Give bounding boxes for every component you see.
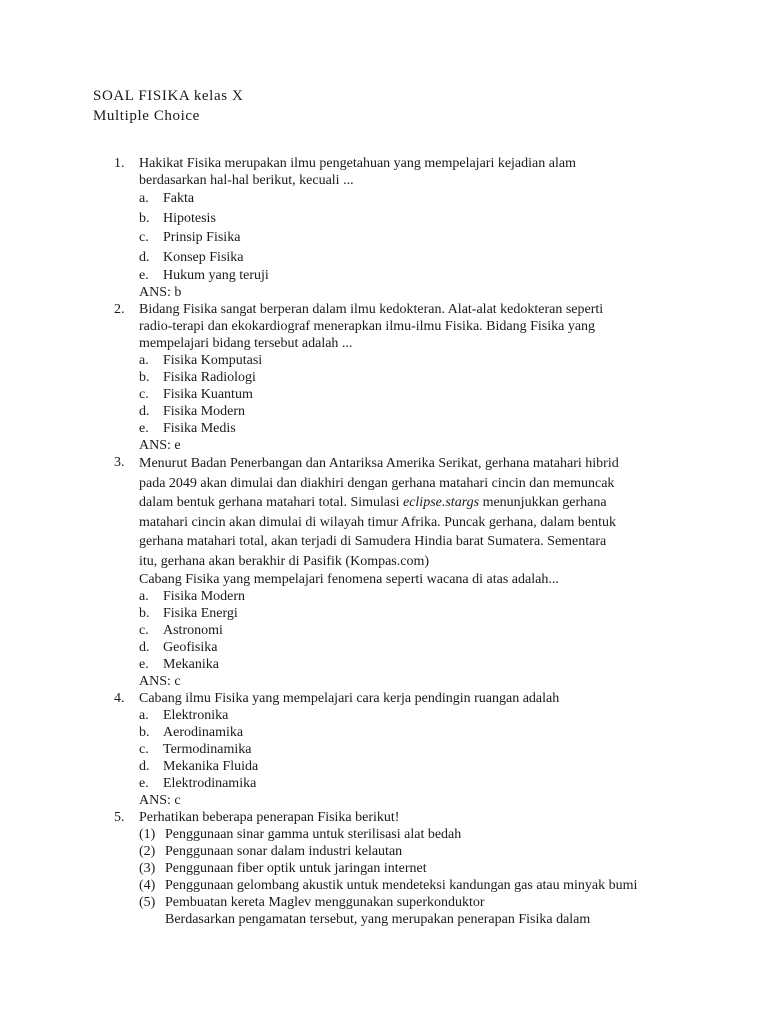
option-d: d. Geofisika (139, 640, 218, 655)
option-b: b. Hipotesis (139, 210, 216, 226)
italic-term: eclipse.stargs (402, 495, 480, 510)
stem-line: Menurut Badan Penerbangan dan Antariksa Amerika Serikat, gerhana matahari hibrid (139, 456, 619, 471)
question-prompt: Cabang Fisika yang mempelajari fenomena seperti wacana di atas adalah... (139, 572, 559, 587)
option-list (139, 189, 674, 267)
question-2 (114, 301, 674, 454)
option-c: c. Astronomi (139, 623, 223, 638)
statement-1: (1) Penggunaan sinar gamma untuk sterilisasi alat bedah (139, 827, 462, 842)
document-header (93, 86, 243, 126)
statement-3: (3) Penggunaan fiber optik untuk jaringan internet (139, 861, 427, 876)
option-c: c. Termodinamika (139, 742, 252, 757)
document-subtitle: Multiple Choice (93, 108, 200, 124)
stem-line: Bidang Fisika sangat berperan dalam ilmu kedokteran. Alat-alat kedokteran seperti (139, 302, 604, 317)
question-4 (114, 690, 674, 809)
option-d: d. Konsep Fisika (139, 249, 244, 265)
document-title: SOAL FISIKA kelas X (93, 88, 244, 104)
statement-2: (2) Penggunaan sonar dalam industri kelautan (139, 844, 403, 859)
option-b: b. Aerodinamika (139, 725, 244, 740)
option-b: b. Fisika Energi (139, 606, 238, 621)
option-a: a. Fisika Modern (139, 589, 246, 604)
stem-line: radio-terapi dan ekokardiograf menerapkan ilmu-ilmu Fisika. Bidang Fisika yang (139, 319, 596, 334)
option-e: e. Hukum yang teruji (139, 268, 269, 283)
question-stem (139, 454, 674, 571)
answer-key: ANS: e (139, 438, 181, 453)
stem-line: gerhana matahari total, akan terjadi di Samudera Hindia barat Sumatera. Sementara (139, 534, 607, 549)
question-5 (114, 809, 674, 928)
option-e: e. Mekanika (139, 657, 219, 672)
option-e: e. Fisika Medis (139, 421, 236, 436)
stem-line: matahari cincin akan dimulai di wilayah timur Afrika. Puncak gerhana, dalam bentuk (139, 514, 617, 530)
option-e: e. Elektrodinamika (139, 776, 257, 791)
option-b: b. Fisika Radiologi (139, 370, 256, 385)
answer-key: ANS: b (139, 285, 182, 300)
answer-key: ANS: c (139, 793, 181, 808)
stem-line: Cabang ilmu Fisika yang mempelajari cara kerja pendingin ruangan adalah (139, 691, 560, 706)
question-stem (139, 301, 674, 352)
stem-line: mempelajari bidang tersebut adalah ... (139, 336, 353, 351)
question-1 (114, 155, 674, 301)
question-list (114, 155, 674, 928)
stem-line: pada 2049 akan dimulai dan diakhiri dengan gerhana matahari cincin dan memuncak (139, 475, 615, 491)
statement-4: (4) Penggunaan gelombang akustik untuk mendeteksi kandungan gas atau minyak bumi (139, 878, 638, 893)
stem-line: Perhatikan beberapa penerapan Fisika berikut! (139, 810, 400, 825)
option-a: a. Elektronika (139, 708, 229, 723)
question-number: 5. (114, 810, 125, 825)
stem-line: itu, gerhana akan berakhir di Pasifik (Kompas.com) (139, 553, 430, 569)
option-c: c. Prinsip Fisika (139, 230, 241, 245)
question-stem (139, 809, 674, 826)
question-number: 1. (114, 156, 125, 171)
question-stem (139, 155, 674, 189)
question-closing: Berdasarkan pengamatan tersebut, yang merupakan penerapan Fisika dalam (165, 912, 591, 927)
question-3 (114, 454, 674, 690)
question-number: 2. (114, 302, 125, 317)
stem-line: berdasarkan hal-hal berikut, kecuali ... (139, 173, 354, 188)
option-a: a. Fakta (139, 191, 195, 206)
stem-line: dalam bentuk gerhana matahari total. Simulasi eclipse.stargs menunjukkan gerhana (139, 495, 607, 510)
option-d: d. Mekanika Fluida (139, 759, 259, 774)
answer-key: ANS: c (139, 674, 181, 689)
stem-line: Hakikat Fisika merupakan ilmu pengetahuan yang mempelajari kejadian alam (139, 156, 576, 171)
option-a: a. Fisika Komputasi (139, 353, 263, 368)
question-number: 4. (114, 691, 125, 706)
option-c: c. Fisika Kuantum (139, 387, 253, 402)
question-number: 3. (114, 455, 125, 470)
option-d: d. Fisika Modern (139, 404, 246, 419)
statement-5: (5) Pembuatan kereta Maglev menggunakan superkonduktor (139, 895, 485, 910)
question-stem (139, 690, 674, 707)
